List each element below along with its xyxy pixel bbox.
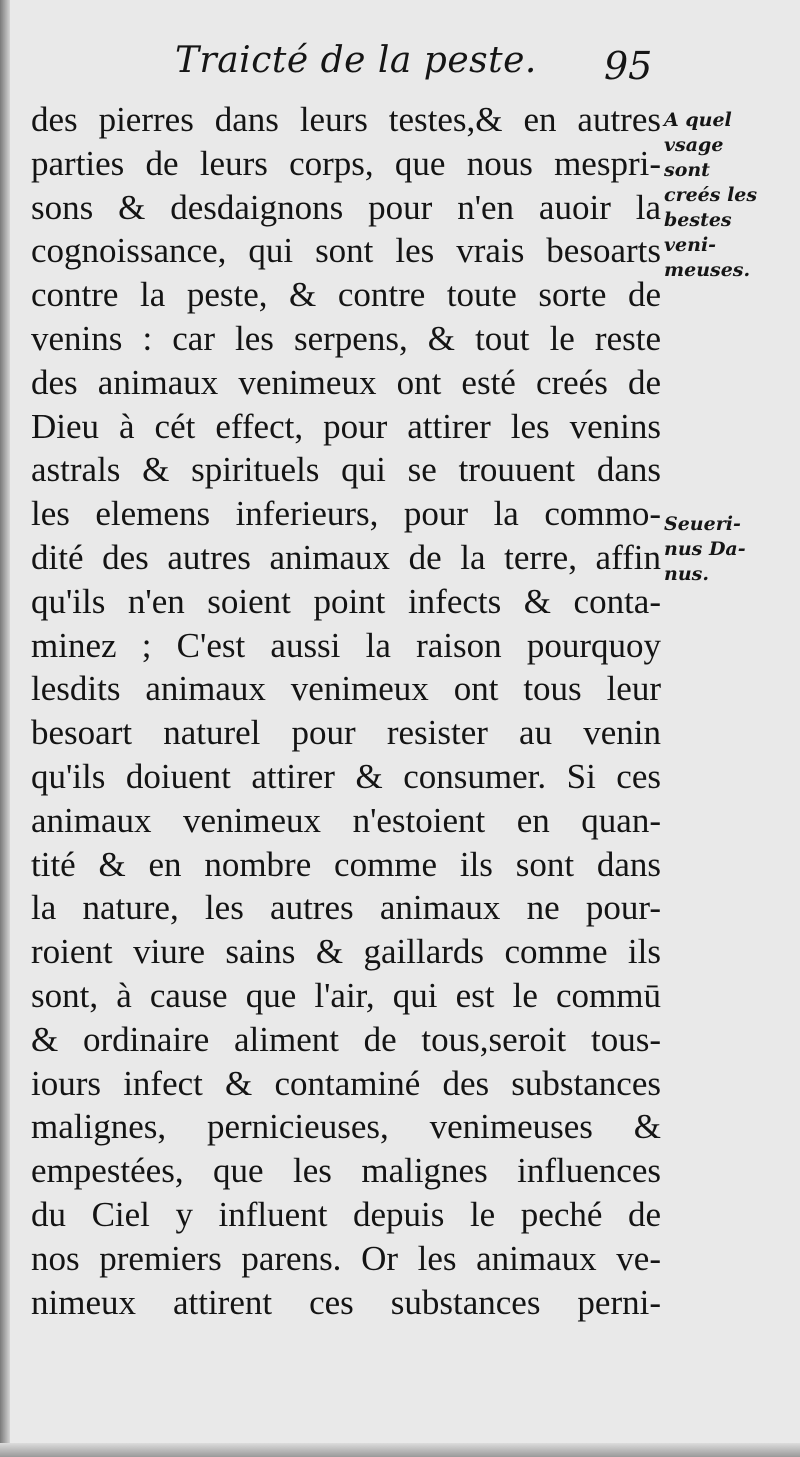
text-line: besoart naturel pour resister au venin bbox=[31, 713, 661, 753]
text-line: animaux venimeux n'estoient en quan- bbox=[31, 800, 661, 840]
margin-note-line: veni- bbox=[664, 234, 717, 256]
margin-note-line: Seueri- bbox=[664, 513, 741, 535]
text-line: astrals & spirituels qui se trouuent dans bbox=[31, 450, 661, 490]
text-line: qu'ils doiuent attirer & consumer. Si ces bbox=[31, 756, 661, 796]
text-line: sons & desdaignons pour n'en auoir la bbox=[31, 187, 661, 227]
text-line: empestées, que les malignes influences bbox=[31, 1151, 661, 1191]
margin-note-line: vsage bbox=[664, 134, 724, 156]
text-line: nimeux attirent ces substances perni- bbox=[31, 1282, 661, 1322]
margin-note-line: nus Da- bbox=[664, 538, 746, 560]
margin-note-line: nus. bbox=[664, 563, 709, 585]
text-line: nos premiers parens. Or les animaux ve- bbox=[31, 1238, 661, 1278]
text-line: venins : car les serpens, & tout le reste bbox=[31, 318, 661, 358]
text-line: Dieu à cét effect, pour attirer les venins bbox=[31, 406, 661, 446]
margin-note-line: bestes bbox=[664, 209, 732, 231]
text-line: sont, à cause que l'air, qui est le commū bbox=[31, 975, 661, 1015]
text-line: cognoissance, qui sont les vrais besoarts bbox=[31, 231, 661, 271]
text-line: les elemens inferieurs, pour la commo- bbox=[31, 494, 661, 534]
margin-note-line: creés les bbox=[664, 184, 758, 206]
text-line: & ordinaire aliment de tous,seroit tous- bbox=[31, 1019, 661, 1059]
margin-note-line: A quel bbox=[664, 109, 732, 131]
text-line: iours infect & contaminé des substances bbox=[31, 1063, 661, 1103]
page-binding-edge bbox=[0, 0, 10, 1457]
text-line: contre la peste, & contre toute sorte de bbox=[31, 275, 661, 315]
text-line: des animaux venimeux ont esté creés de bbox=[31, 362, 661, 402]
text-line: minez ; C'est aussi la raison pourquoy bbox=[31, 625, 661, 665]
text-line: parties de leurs corps, que nous mespri- bbox=[31, 143, 661, 183]
text-line: roient viure sains & gaillards comme ils bbox=[31, 932, 661, 972]
body-text bbox=[31, 98, 661, 1324]
page-bottom-edge bbox=[0, 1443, 800, 1457]
text-line: qu'ils n'en soient point infects & conta- bbox=[31, 581, 661, 621]
page-number: 95 bbox=[604, 44, 653, 88]
running-title: Traicté de la peste. bbox=[175, 40, 537, 81]
text-line: la nature, les autres animaux ne pour- bbox=[31, 888, 661, 928]
text-line: malignes, pernicieuses, venimeuses & bbox=[31, 1107, 661, 1147]
text-line: du Ciel y influent depuis le peché de bbox=[31, 1194, 661, 1234]
margin-note-line: meuses. bbox=[664, 259, 751, 281]
text-line: tité & en nombre comme ils sont dans bbox=[31, 844, 661, 884]
margin-note-usage bbox=[664, 108, 757, 283]
margin-note-line: sont bbox=[664, 159, 710, 181]
text-line: des pierres dans leurs testes,& en autres bbox=[31, 100, 661, 139]
text-line: dité des autres animaux de la terre, affin bbox=[31, 537, 661, 577]
margin-note-reference bbox=[664, 512, 746, 587]
text-line: lesdits animaux venimeux ont tous leur bbox=[31, 669, 661, 709]
